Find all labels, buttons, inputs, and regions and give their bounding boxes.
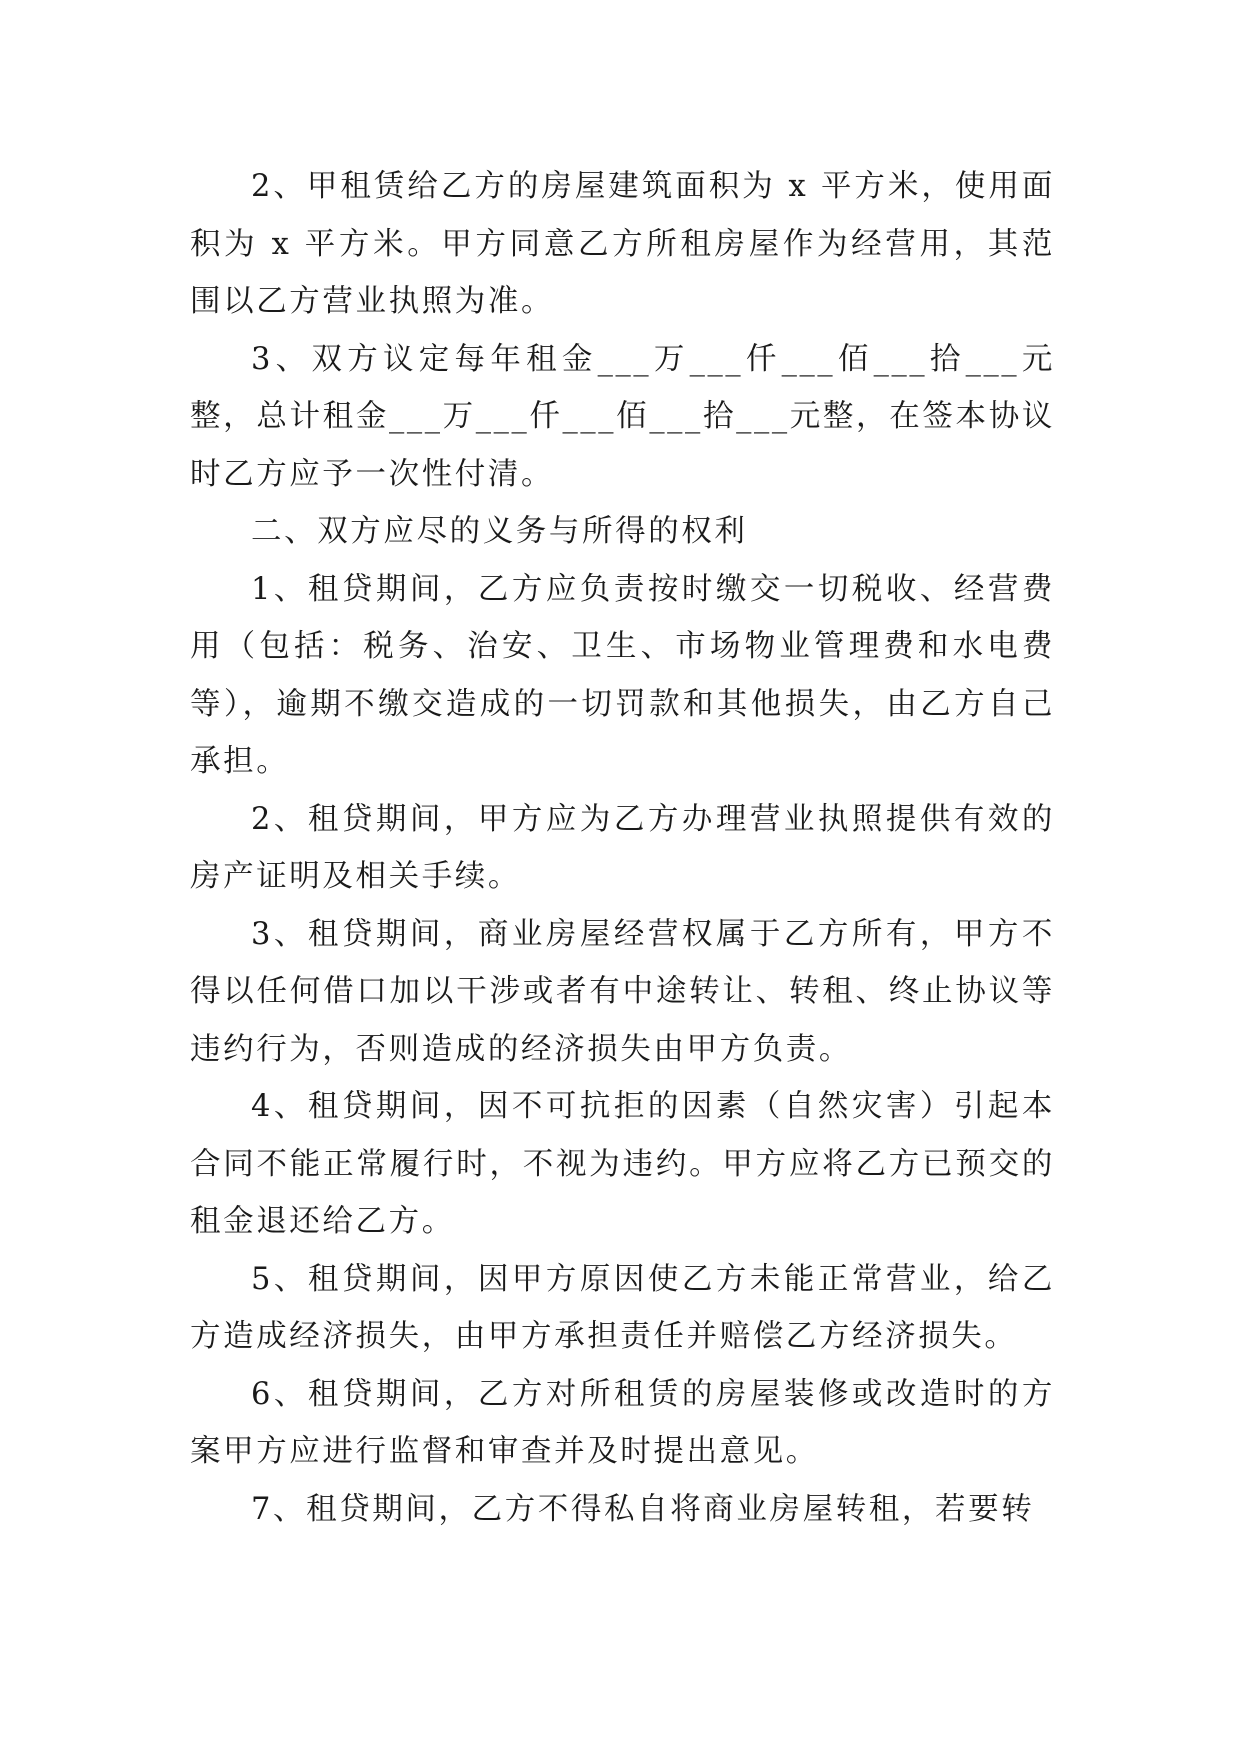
clause-force-majeure: 4、租贷期间，因不可抗拒的因素（自然灾害）引起本合同不能正常履行时，不视为违约。甲方应将乙方已预交的租金退还给乙方。: [190, 1089, 1055, 1239]
section-heading-obligations: 二、双方应尽的义务与所得的权利: [251, 514, 748, 549]
clause-taxes-fees: 1、租贷期间，乙方应负责按时缴交一切税收、经营费用（包括：税务、治安、卫生、市场物业管理费和水电费等），逾期不缴交造成的一切罚款和其他损失，由乙方自己承担。: [190, 571, 1055, 779]
clause-business-license: 2、租贷期间，甲方应为乙方办理营业执照提供有效的房产证明及相关手续。: [190, 801, 1055, 894]
clause-operating-rights: 3、租贷期间，商业房屋经营权属于乙方所有，甲方不得以任何借口加以干涉或者有中途转让、转租、终止协议等违约行为，否则造成的经济损失由甲方负责。: [190, 916, 1055, 1067]
clause-area: 2、甲租赁给乙方的房屋建筑面积为 x 平方米，使用面积为 x 平方米。甲方同意乙方所租房屋作为经营用，其范围以乙方营业执照为准。: [190, 169, 1055, 319]
clause-renovation: 6、租贷期间，乙方对所租赁的房屋装修或改造时的方案甲方应进行监督和审查并及时提出意见。: [190, 1376, 1055, 1469]
clause-sublease: 7、租贷期间，乙方不得私自将商业房屋转租，若要转: [251, 1491, 1035, 1527]
clause-compensation: 5、租贷期间，因甲方原因使乙方未能正常营业，给乙方造成经济损失，由甲方承担责任并赔偿乙方经济损失。: [190, 1261, 1055, 1354]
document-body: [190, 158, 1055, 1538]
clause-rent: 3、双方议定每年租金___万___仟___佰___拾___元整，总计租金___万___仟___佰___拾___元整，在签本协议时乙方应予一次性付清。: [190, 341, 1055, 492]
